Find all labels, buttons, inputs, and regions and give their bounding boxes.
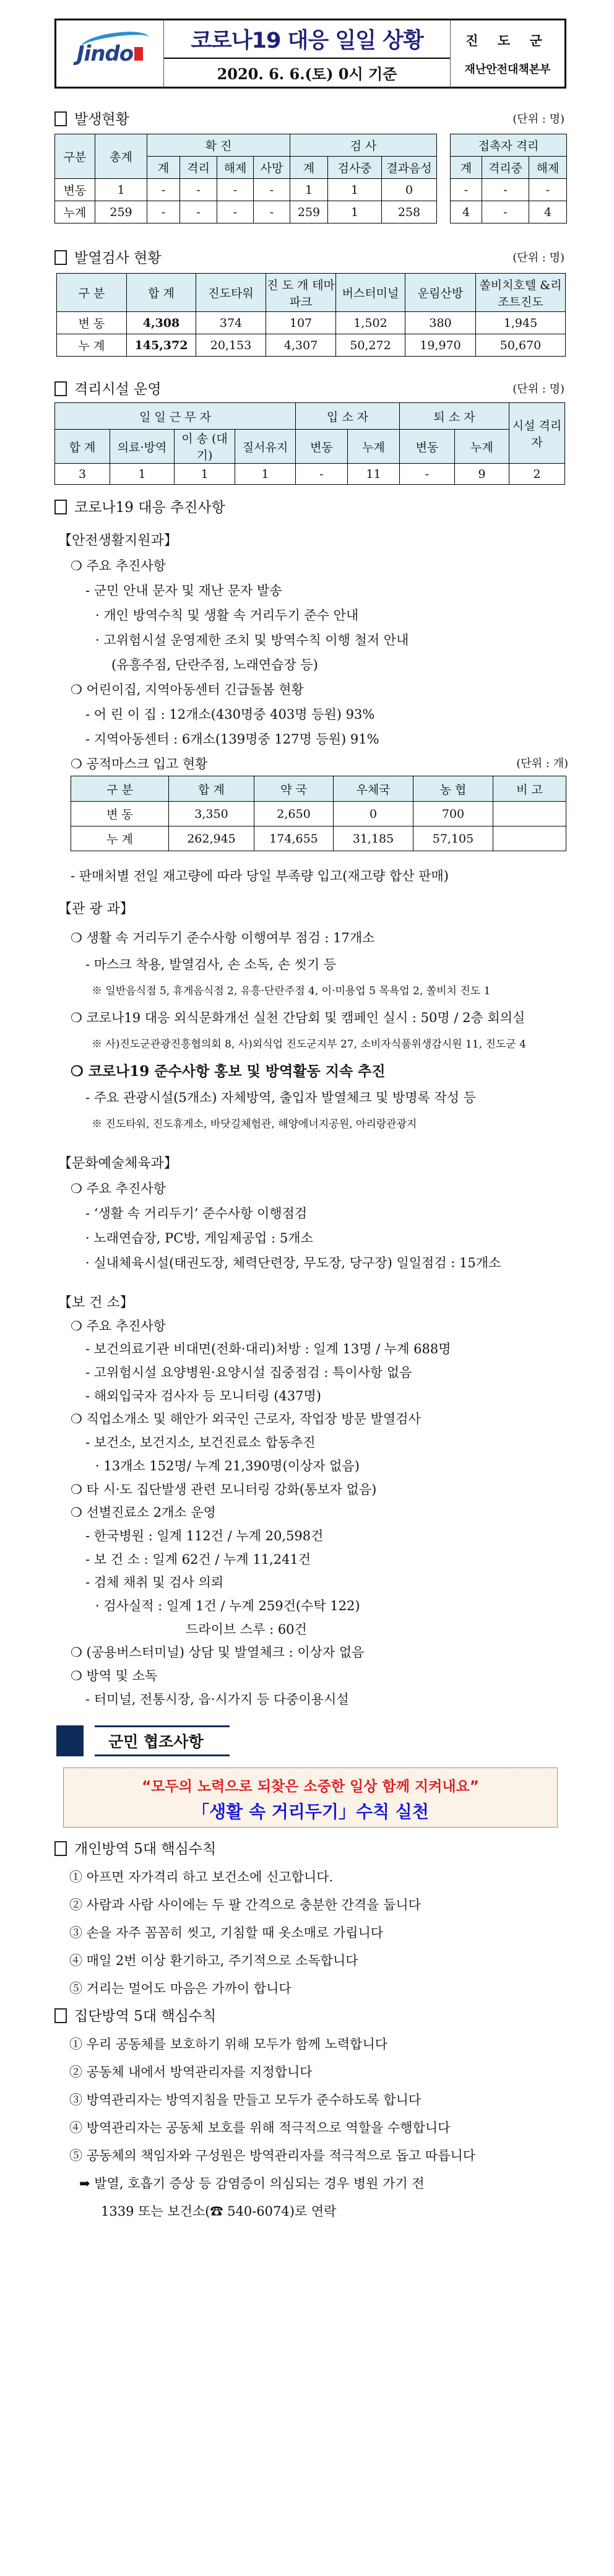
text-line: - 마스크 착용, 발열검사, 손 소독, 손 씻기 등 [85, 957, 337, 972]
text-line: ❍ 생활 속 거리두기 준수사항 이행여부 점검 : 17개소 [71, 930, 375, 945]
table-cell: 11 [348, 464, 400, 485]
table-cell [493, 802, 566, 826]
text-line: ⑤ 거리는 멀어도 마음은 가까이 합니다 [69, 1981, 292, 1996]
org-hq: 재난안전대책본부 [464, 63, 551, 76]
table-row [55, 179, 437, 201]
unit-label: (단위 : 명) [512, 251, 564, 264]
section-heading: 집단방역 5대 핵심수칙 [54, 2003, 568, 2031]
unit-label: (단위 : 명) [512, 383, 564, 396]
text-line: ③ 손을 자주 꼼꼼히 씻고, 기침할 때 옷소매로 가립니다 [69, 1925, 384, 1940]
table-cell: 누계 [55, 201, 95, 223]
table-cell: 20,153 [196, 334, 266, 357]
table-cell: 1 [175, 464, 235, 485]
table-cell: 107 [266, 312, 336, 334]
table-row [71, 826, 566, 851]
table-cell: 145,372 [127, 334, 196, 357]
table-cell: 19,970 [405, 334, 476, 357]
unit-label: (단위 : 개) [516, 757, 568, 770]
text-line: - 고위험시설 요양병원·요양시설 집중점검 : 특이사항 없음 [85, 1365, 412, 1381]
table-cell: - [529, 179, 567, 201]
text-group-safety [54, 495, 568, 776]
text-line: ※ 일반음식점 5, 휴게음식점 2, 유흥·단란주점 4, 이·미용업 5 목욕업 2, 쏠비치 진도 1 [92, 985, 491, 997]
text-line: - 보 건 소 : 일계 62건 / 누계 11,241건 [85, 1551, 311, 1567]
table-row [57, 334, 566, 357]
text-line: ❍ 주요 추진사항 [71, 1318, 166, 1334]
table-cell: 1 [95, 179, 147, 201]
text-line: - 어 린 이 집 : 12개소(430명중 403명 등원) 93% [85, 707, 375, 722]
cooperation-banner: 군민 협조사항 [56, 1725, 230, 1756]
text-line: ❍ 코로나19 대응 외식문화개선 실천 간담회 및 캠페인 실시 : 50명 / 2층 회의실 [71, 1010, 525, 1025]
text-line: - 해외입국자 검사자 등 모니터링 (437명) [85, 1388, 321, 1403]
department-heading: 【관 광 과】 [58, 901, 134, 917]
text-line: ❍ (공용버스터미널) 상담 및 발열체크 : 이상자 없음 [71, 1645, 365, 1660]
checkbox-square-icon [54, 1841, 67, 1856]
table-cell: 4 [529, 201, 567, 223]
table-cell: - [400, 464, 455, 485]
text-line: - 터미널, 전통시장, 읍·시가지 등 다중이용시설 [85, 1691, 349, 1707]
department-heading: 【문화예술체육과】 [58, 1156, 178, 1171]
table-cell: - [254, 179, 290, 201]
table-row [57, 312, 566, 334]
text-line: · 고위험시설 운영제한 조치 및 방역수칙 이행 철저 안내 [95, 633, 409, 648]
table-cell: 변 동 [71, 802, 169, 826]
unit-label: (단위 : 명) [512, 113, 564, 126]
table-cell: 374 [196, 312, 266, 334]
text-line: ❍ 선별진료소 2개소 운영 [71, 1505, 216, 1520]
text-group-culture [54, 1143, 568, 1275]
table-cell: 4,308 [127, 312, 196, 334]
text-line: - 보건의료기관 비대면(전화·대리)처방 : 일계 13명 / 누계 688명 [85, 1342, 451, 1357]
table-cell: 700 [413, 802, 493, 826]
fever-check-table: 구 분 합 계 진도타워 진 도 개 테마파크 버스터미널 운림산방 쏠비치호텔 &리조트진도 변 동 4,308 374 107 1,502 380 1,945 누 계 145,372 20,153 4,307 50,272 19,970 50,670 [56, 273, 566, 357]
text-line: ❍ 주요 추진사항 [71, 1181, 166, 1196]
text-line: 드라이브 스루 : 60건 [186, 1621, 307, 1637]
table-cell: - [217, 201, 254, 223]
table-row [71, 802, 566, 826]
text-line: - 판매처별 전일 재고량에 따라 당일 부족량 입고(재고량 합산 판매) [71, 869, 449, 883]
table-cell [493, 826, 566, 851]
jindo-logo: Jindo [56, 20, 164, 87]
text-line: · 실내체육시설(태권도장, 체력단련장, 무도장, 당구장) 일일점검 : 15개소 [85, 1255, 501, 1270]
text-line: · 노래연습장, PC방, 게임제공업 : 5개소 [85, 1231, 313, 1246]
checkbox-square-icon [54, 500, 67, 514]
slogan-main: 「생활 속 거리두기」수칙 실천 [192, 1802, 429, 1822]
text-line: - 주요 관광시설(5개소) 자체방역, 출입자 발열체크 및 방명록 작성 등 [85, 1090, 477, 1105]
text-line: ❍ 어린이집, 지역아동센터 긴급돌봄 현황 [71, 682, 304, 697]
table-row [451, 201, 567, 223]
table-row [451, 179, 567, 201]
table-cell: 1 [328, 201, 382, 223]
text-line: ③ 방역관리자는 방역지침을 만들고 모두가 준수하도록 합니다 [69, 2092, 422, 2107]
text-line: - 지역아동센터 : 6개소(139명중 127명 등원) 91% [85, 732, 379, 747]
text-line: ❍ 직업소개소 및 해안가 외국인 근로자, 작업장 방문 발열검사 [71, 1412, 421, 1427]
text-line: ❍ 공적마스크 입고 현황 (단위 : 개) [54, 752, 568, 776]
slogan-box [63, 1767, 558, 1828]
table-cell: 50,272 [336, 334, 405, 357]
slogan-quote: “모두의 노력으로 되찾은 소중한 일상 함께 지켜내요” [142, 1779, 479, 1795]
text-line: ※ 사)진도군관광진흥협의회 8, 사)외식업 진도군지부 27, 소비자식품위생감시원 11, 진도군 4 [92, 1038, 526, 1051]
table-cell: 174,655 [254, 826, 334, 851]
section-heading: 코로나19 대응 추진사항 [54, 495, 568, 520]
text-line: ① 아프면 자가격리 하고 보건소에 신고합니다. [69, 1870, 334, 1884]
table-cell: 변 동 [57, 312, 127, 334]
table-cell: - [482, 179, 529, 201]
table-cell: 3,350 [169, 802, 254, 826]
text-line: ❍ 코로나19 준수사항 홍보 및 방역활동 지속 추진 [71, 1063, 386, 1080]
table-cell: 262,945 [169, 826, 254, 851]
text-group-rules [54, 1836, 568, 2226]
text-line: ❍ 타 시·도 집단발생 관련 모니터링 강화(통보자 없음) [71, 1481, 377, 1497]
report-header [54, 19, 566, 89]
section-heading: 개인방역 5대 핵심수칙 [54, 1836, 568, 1863]
table-cell: 3 [55, 464, 110, 485]
table-cell: 1,945 [476, 312, 566, 334]
text-line: · 개인 방역수칙 및 생활 속 거리두기 준수 안내 [95, 608, 359, 623]
table-cell: - [451, 179, 482, 201]
text-line: - 군민 안내 문자 및 재난 문자 발송 [85, 583, 282, 598]
text-line: ➡ 발열, 호흡기 증상 등 감염증이 의심되는 경우 병원 가기 전 [79, 2176, 425, 2191]
report-date: 2020. 6. 6.(토) 0시 기준 [217, 65, 397, 83]
table-cell: - [482, 201, 529, 223]
text-group-health [54, 1283, 568, 1711]
text-group-tourism-b [54, 925, 568, 1138]
table-cell: - [254, 201, 290, 223]
table-row [55, 201, 437, 223]
text-line: · 13개소 152명/ 누계 21,390명(이상자 없음) [95, 1458, 360, 1473]
table-cell: 259 [95, 201, 147, 223]
table-cell: 0 [382, 179, 437, 201]
table-cell: 31,185 [334, 826, 413, 851]
table-cell: 1 [290, 179, 328, 201]
text-line: ❍ 방역 및 소독 [71, 1668, 158, 1683]
text-line: 1339 또는 보건소(☎ 540-6074)로 연락 [101, 2204, 337, 2219]
text-line: · 검사실적 : 일계 1건 / 누계 259건(수탁 122) [95, 1598, 360, 1613]
text-line: (유흥주점, 단란주점, 노래연습장 등) [111, 657, 318, 672]
text-line: - ‘생활 속 거리두기’ 준수사항 이행점검 [85, 1206, 308, 1221]
text-line: ② 공동체 내에서 방역관리자를 지정합니다 [69, 2065, 313, 2079]
checkbox-square-icon [54, 2008, 67, 2023]
table-cell: 1,502 [336, 312, 405, 334]
table-cell: 1 [110, 464, 175, 485]
text-line: ④ 매일 2번 이상 환기하고, 주기적으로 소독합니다 [69, 1953, 358, 1968]
section-title-fever: 발열검사 현황 [54, 246, 162, 271]
quarantine-facility-table: 일 일 근 무 자 입 소 자 퇴 소 자 시설 격리자 합 계 의료·방역 이 송 (대 기) 질서유지 변동 누계 변동 누계 3 1 1 1 - 11 - 9 2 [54, 402, 565, 485]
department-heading: 【보 건 소】 [58, 1295, 134, 1311]
table-cell: - [180, 201, 217, 223]
section-title-quarantine: 격리시설 운영 [54, 377, 162, 402]
section-title-outbreak: 발생현황 [54, 107, 129, 132]
table-cell: 380 [405, 312, 476, 334]
outbreak-table: 구분 총계 확 진 검 사 계 격리 해제 사망 계 검사중 결과음성 변동 1 - - - - 1 1 0 누계 259 - - - - 259 1 258 [54, 134, 437, 223]
table-cell: 2,650 [254, 802, 334, 826]
table-cell: - [180, 179, 217, 201]
table-cell: 9 [455, 464, 509, 485]
report-title: 코로나19 대응 일일 상황 [164, 20, 450, 59]
text-line: ② 사람과 사람 사이에는 두 팔 간격으로 충분한 간격을 둡니다 [69, 1897, 421, 1912]
table-cell: 4,307 [266, 334, 336, 357]
table-cell: 50,670 [476, 334, 566, 357]
mask-supply-table: 구 분 합 계 약 국 우체국 농 협 비 고 변 동 3,350 2,650 0 700 누 계 262,945 174,655 31,185 57,105 [71, 776, 566, 851]
table-cell: 258 [382, 201, 437, 223]
table-row [55, 464, 565, 485]
table-cell: - [147, 201, 180, 223]
table-cell: - [296, 464, 348, 485]
table-cell: 0 [334, 802, 413, 826]
text-line: - 검체 채취 및 검사 의뢰 [85, 1575, 224, 1590]
text-line: ⑤ 공동체의 책임자와 구성원은 방역관리자를 적극적으로 돕고 따릅니다 [69, 2148, 476, 2163]
table-cell: 1 [235, 464, 296, 485]
table-cell: 변동 [55, 179, 95, 201]
table-cell: 4 [451, 201, 482, 223]
table-cell: 누 계 [57, 334, 127, 357]
text-line: ④ 방역관리자는 공동체 보호를 위해 적극적으로 역할을 수행합니다 [69, 2120, 451, 2135]
text-line: ① 우리 공동체를 보호하기 위해 모두가 함께 노력합니다 [69, 2037, 388, 2052]
text-line: - 보건소, 보건지소, 보건진료소 합동추진 [85, 1435, 316, 1451]
table-cell: 259 [290, 201, 328, 223]
text-group-tourism-a [54, 864, 568, 922]
text-line: - 한국병원 : 일계 112건 / 누계 20,598건 [85, 1528, 324, 1543]
table-cell: - [217, 179, 254, 201]
table-cell: 57,105 [413, 826, 493, 851]
table-cell: 2 [509, 464, 565, 485]
org-name: 진 도 군 [465, 32, 550, 48]
text-line: ※ 진도타워, 진도휴게소, 바닷길체험관, 해양에너지공원, 아리랑관광지 [92, 1118, 417, 1130]
table-cell: - [147, 179, 180, 201]
table-cell: 누 계 [71, 826, 169, 851]
contact-isolation-table: 접촉자 격리 계 격리중 해제 - - - 4 - 4 [450, 134, 567, 223]
table-cell: 1 [328, 179, 382, 201]
text-line: ❍ 주요 추진사항 [71, 558, 166, 573]
department-heading: 【안전생활지원과】 [58, 533, 178, 549]
